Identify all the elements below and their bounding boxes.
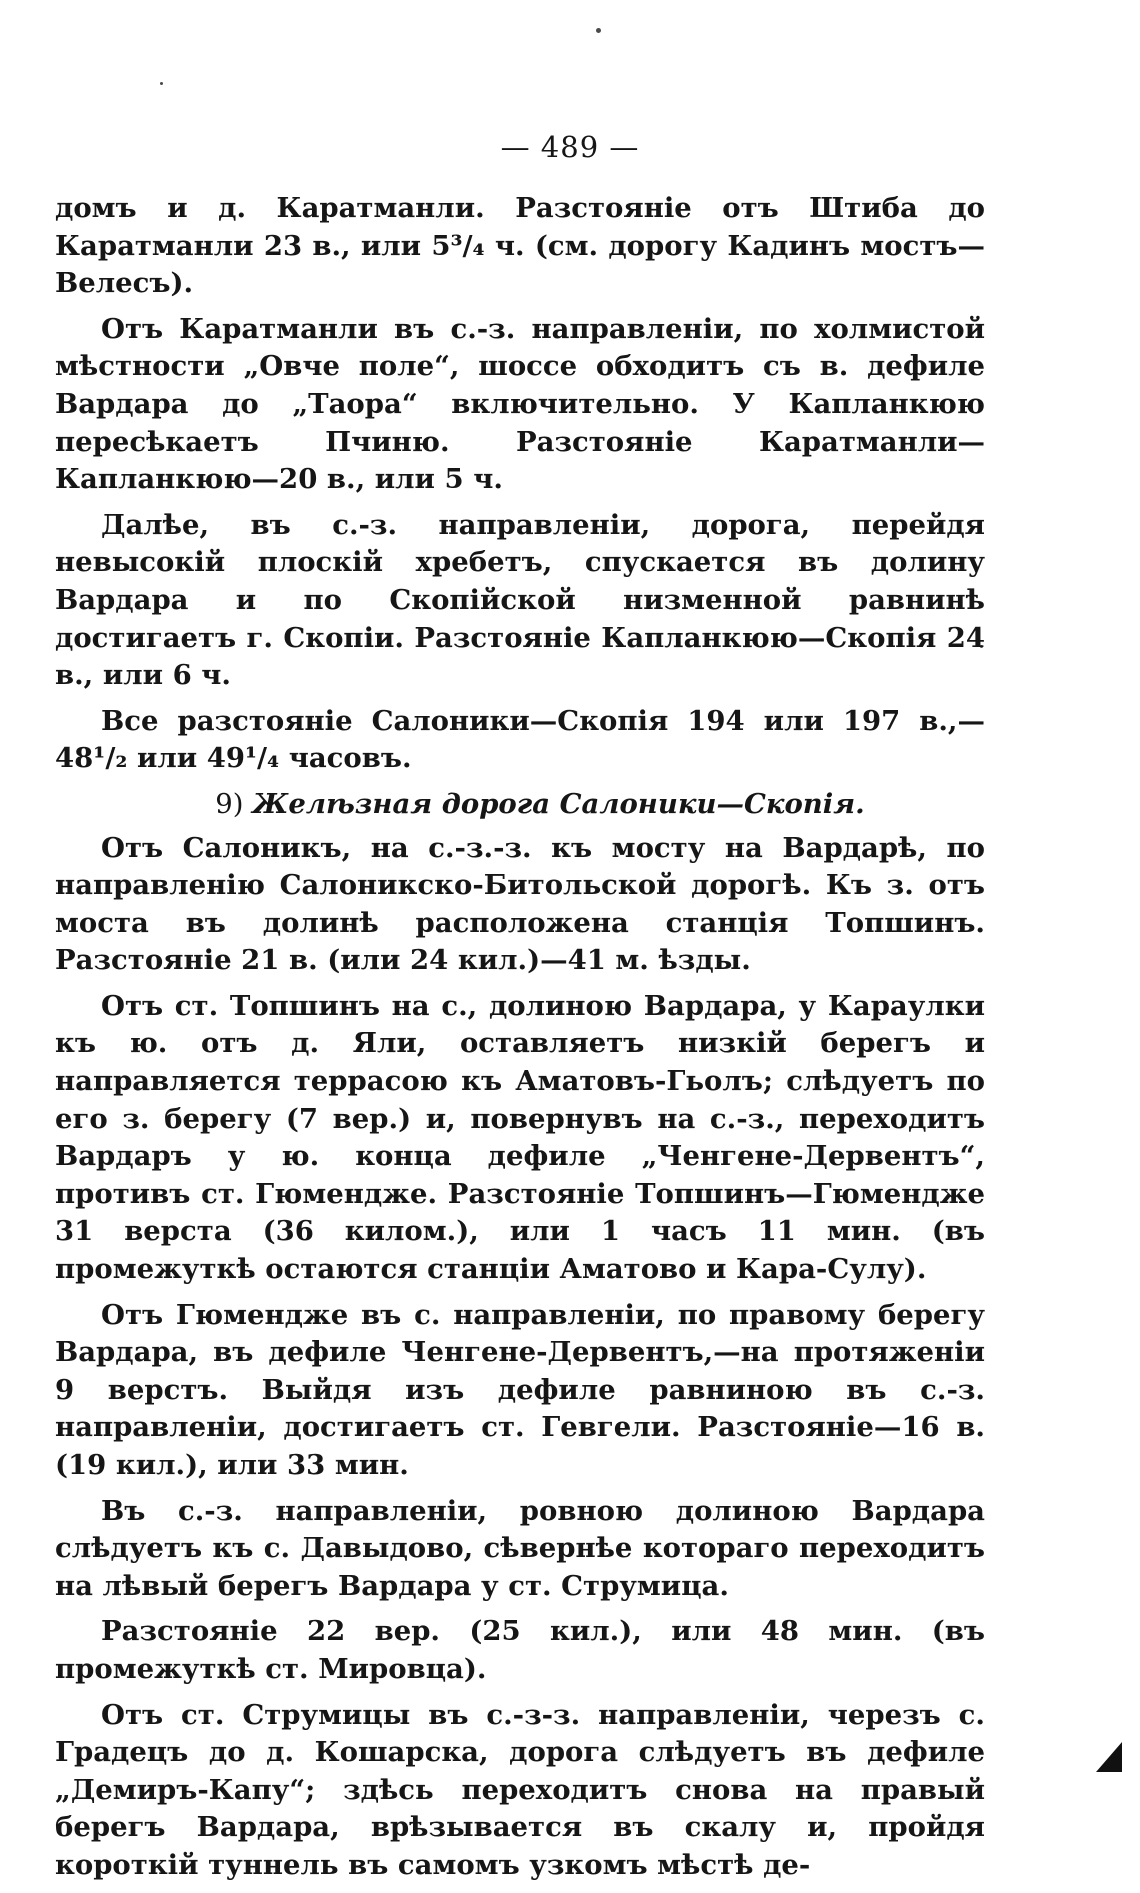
section-title: Желѣзная дорога Салоники—Скопія. — [252, 787, 865, 820]
paragraph: Отъ Каратманли въ с.-з. направленіи, по холмистой мѣстности „Овче поле“, шоссе обходитъ съ в. дефиле Вардара до „Таора“ включительно. У Капланкюю пересѣкаетъ Пчиню. Разстояніе Каратманли—Капланкюю—20 в., или 5 ч. — [55, 312, 985, 496]
paragraph: Отъ ст. Струмицы въ с.-з-з. направленіи, черезъ с. Градецъ до д. Кошарска, дорога слѣдуетъ въ дефиле „Демиръ-Капу“; здѣсь переходитъ снова на правый берегъ Вардара, врѣзывается въ скалу и, пройдя короткій туннель въ самомъ узкомъ мѣстѣ де- — [55, 1698, 985, 1881]
paragraph: домъ и д. Каратманли. Разстояніе отъ Штиба до Каратманли 23 в., или 5³/₄ ч. (см. дорогу Кадинъ мостъ—Велесъ). — [55, 192, 985, 300]
paragraph: Въ с.-з. направленіи, ровною долиною Вардара слѣдуетъ къ с. Давыдово, сѣвернѣе котораго переходитъ на лѣвый берегъ Вардара у ст. Струмица. — [55, 1494, 985, 1602]
section-number: 9) — [215, 787, 244, 820]
paragraph: Отъ Гюменджe въ с. направленіи, по правому берегу Вардара, въ дефиле Ченгене-Дервентъ,—на протяженіи 9 верстъ. Выйдя изъ дефиле равниною въ с.-з. направленіи, достигаетъ ст. Гевгели. Разстояніе—16 в. (19 кил.), или 33 мин. — [55, 1298, 985, 1481]
scan-speck — [596, 28, 601, 33]
paragraph: Разстояніе 22 вер. (25 кил.), или 48 мин. (въ промежуткѣ ст. Мировца). — [55, 1615, 985, 1685]
paragraph: Далѣе, въ с.-з. направленіи, дорога, перейдя невысокій плоскій хребетъ, спускается въ долину Вардара и по Скопійской низменной равнинѣ достигаетъ г. Скопіи. Разстояніе Капланкюю—Скопія 24 в., или 6 ч. — [55, 508, 985, 692]
section-heading — [55, 786, 985, 824]
page-number: — 489 — — [500, 130, 640, 164]
paragraph: Отъ Салоникъ, на с.-з.-з. къ мосту на Вардарѣ, по направленію Салоникско-Битольской дорогѣ. Къ з. отъ моста въ долинѣ расположена станція Топшинъ. Разстояніе 21 в. (или 24 кил.)—41 м. ѣзды. — [55, 831, 985, 977]
corner-mark — [1096, 1742, 1122, 1772]
paragraph: Все разстояніе Салоники—Скопія 194 или 197 в.,—48¹/₂ или 49¹/₄ часовъ. — [55, 704, 985, 775]
body-text — [55, 190, 985, 1893]
paragraph: Отъ ст. Топшинъ на с., долиною Вардара, у Караулки къ ю. отъ д. Яли, оставляетъ низкій берегъ и направляется террасою къ Аматовъ-Гьолъ; слѣдуетъ по его з. берегу (7 вер.) и, повернувъ на с.-з., переходитъ Вардаръ у ю. конца дефиле „Ченгене-Дервентъ“, противъ ст. Гюменджe. Разстояніе Топшинъ—Гюменджe 31 верста (36 килом.), или 1 часъ 11 мин. (въ промежуткѣ остаются станціи Аматово и Кара-Сулу). — [55, 989, 985, 1286]
scan-speck — [160, 82, 163, 85]
